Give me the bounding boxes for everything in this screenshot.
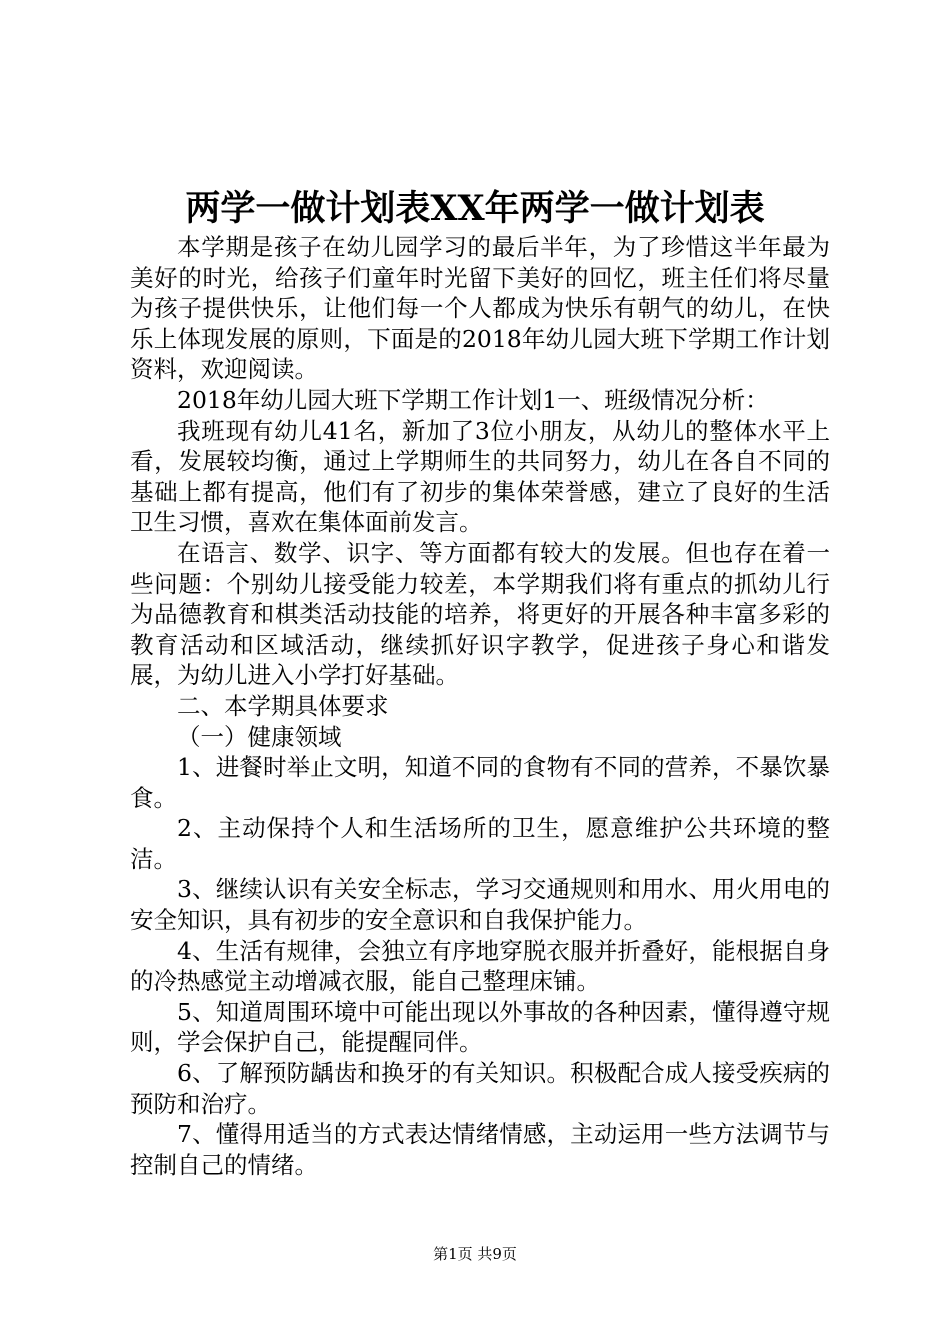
list-item-2: 2、主动保持个人和生活场所的卫生，愿意维护公共环境的整洁。 xyxy=(130,814,830,873)
document-body xyxy=(130,232,830,1180)
list-item-1: 1、进餐时举止文明，知道不同的食物有不同的营养，不暴饮暴食。 xyxy=(130,753,830,812)
list-item-3: 3、继续认识有关安全标志，学习交通规则和用水、用火用电的安全知识，具有初步的安全意识和自我保护能力。 xyxy=(130,875,830,935)
paragraph-development: 在语言、数学、识字、等方面都有较大的发展。但也存在着一些问题：个别幼儿接受能力较差，本学期我们将有重点的抓幼儿行为品德教育和棋类活动技能的培养，将更好的开展各种丰富多彩的教育活动和区域活动，继续抓好识字教学，促进孩子身心和谐发展，为幼儿进入小学打好基础。 xyxy=(130,538,830,690)
list-item-7: 7、懂得用适当的方式表达情绪情感，主动运用一些方法调节与控制自己的情绪。 xyxy=(130,1120,830,1179)
subsection-heading-health: （一）健康领域 xyxy=(177,722,342,751)
list-item-5: 5、知道周围环境中可能出现以外事故的各种因素，懂得遵守规则，学会保护自己，能提醒同伴。 xyxy=(130,997,830,1057)
section-heading-requirements: 二、本学期具体要求 xyxy=(177,691,389,720)
document-title: 两学一做计划表XX年两学一做计划表 xyxy=(185,188,765,229)
page-footer: 第1页 共9页 xyxy=(433,1245,517,1263)
list-item-6: 6、了解预防龋齿和换牙的有关知识。积极配合成人接受疾病的预防和治疗。 xyxy=(130,1059,830,1118)
paragraph-intro: 本学期是孩子在幼儿园学习的最后半年，为了珍惜这半年最为美好的时光，给孩子们童年时光留下美好的回忆，班主任们将尽量为孩子提供快乐，让他们每一个人都成为快乐有朝气的幼儿，在快乐上体现发展的原则，下面是的2018年幼儿园大班下学期工作计划资料，欢迎阅读。 xyxy=(130,233,830,384)
paragraph-class-analysis: 我班现有幼儿41名，新加了3位小朋友，从幼儿的整体水平上看，发展较均衡，通过上学期师生的共同努力，幼儿在各自不同的基础上都有提高，他们有了初步的集体荣誉感，建立了良好的生活卫生习惯，喜欢在集体面前发言。 xyxy=(130,416,830,537)
list-item-4: 4、生活有规律，会独立有序地穿脱衣服并折叠好，能根据自身的冷热感觉主动增减衣服，能自己整理床铺。 xyxy=(130,936,830,996)
paragraph-plan-heading: 2018年幼儿园大班下学期工作计划1一、班级情况分析： xyxy=(177,385,769,414)
